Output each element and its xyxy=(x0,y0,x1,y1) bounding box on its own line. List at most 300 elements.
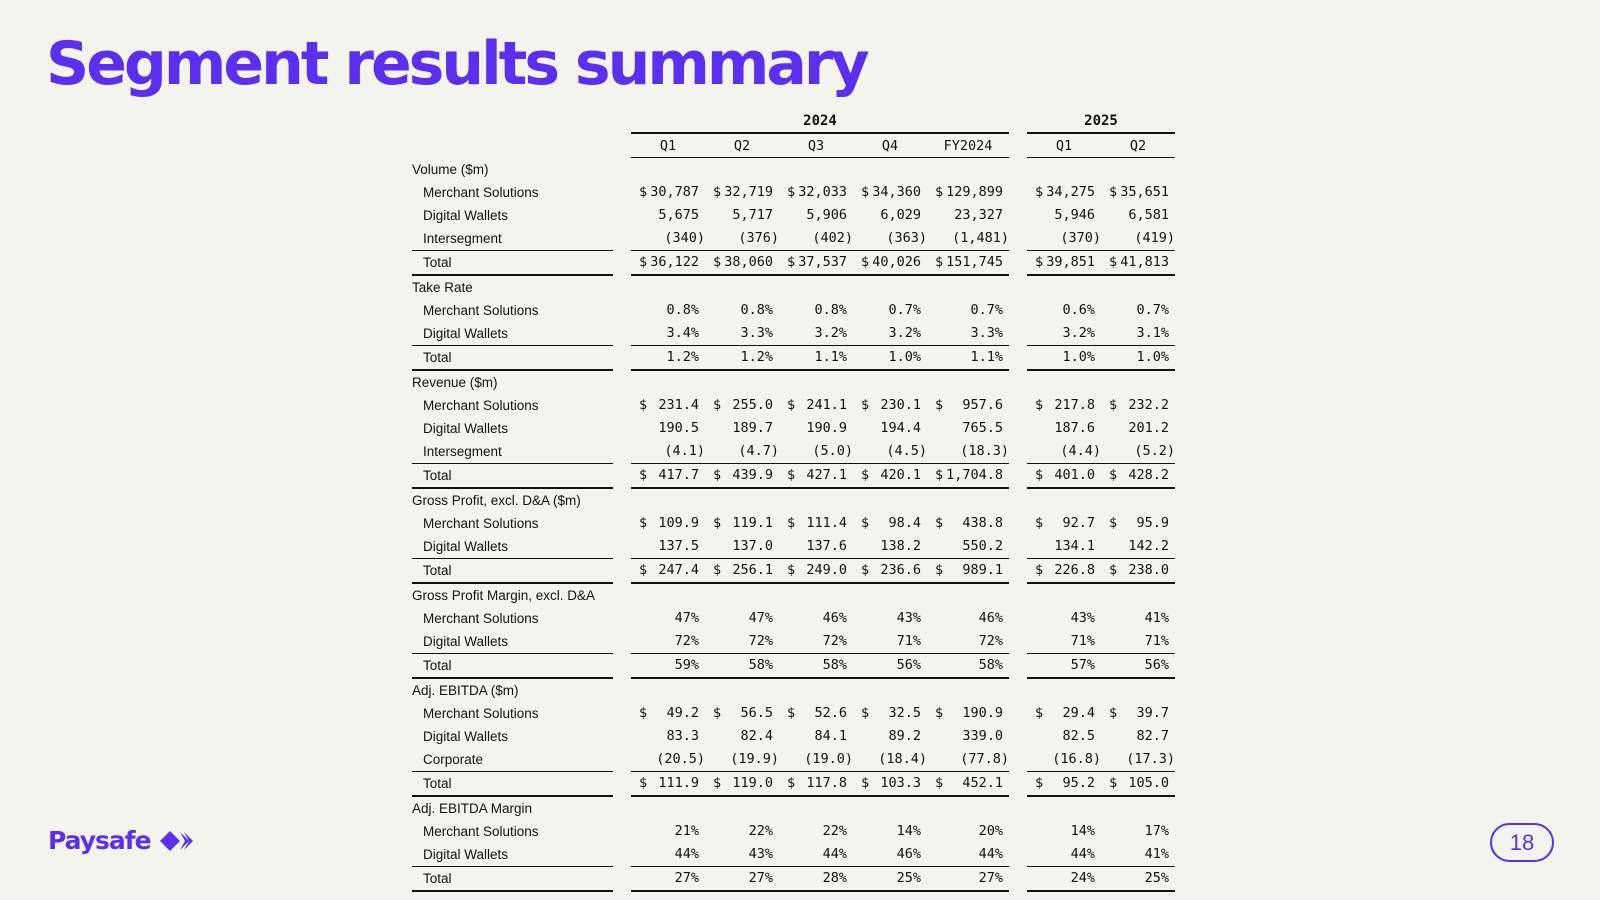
cell-value: (402) xyxy=(812,230,853,246)
currency-symbol: $ xyxy=(1109,775,1118,791)
segment-results-table xyxy=(412,110,1175,892)
column-header: Q1 xyxy=(631,133,705,158)
table-row xyxy=(412,843,1175,867)
cell-value: 92.7 xyxy=(1062,515,1095,531)
cell-value: 217.8 xyxy=(1054,397,1095,413)
row-label: Merchant Solutions xyxy=(423,184,539,200)
table-cell xyxy=(1027,250,1101,275)
table-cell xyxy=(779,250,853,275)
cell-value: 44% xyxy=(674,846,699,862)
cell-value: 27% xyxy=(748,870,773,886)
page-number: 18 xyxy=(1490,823,1554,862)
cell-value: 117.8 xyxy=(806,775,847,791)
row-label: Total xyxy=(412,250,613,275)
table-cell xyxy=(853,512,927,535)
cell-value: (4.1) xyxy=(664,443,705,459)
page-title: Segment results summary xyxy=(46,29,867,99)
table-cell xyxy=(705,394,779,417)
cell-value: 230.1 xyxy=(880,397,921,413)
table-cell xyxy=(853,630,927,654)
table-cell xyxy=(927,512,1009,535)
cell-value: (18.3) xyxy=(960,443,1009,459)
cell-value: 49.2 xyxy=(666,705,699,721)
currency-symbol: $ xyxy=(861,562,870,578)
table-cell xyxy=(1027,322,1101,346)
currency-symbol: $ xyxy=(935,562,944,578)
table-row xyxy=(412,725,1175,748)
row-label: Total xyxy=(412,463,613,488)
section-heading-row xyxy=(412,488,1175,512)
table-cell xyxy=(1101,630,1175,654)
cell-value: 17% xyxy=(1144,823,1169,839)
currency-symbol: $ xyxy=(1035,397,1044,413)
table-cell xyxy=(631,440,705,464)
cell-value: 39.7 xyxy=(1136,705,1169,721)
cell-value: 0.7% xyxy=(1136,302,1169,318)
currency-symbol: $ xyxy=(1035,467,1044,483)
cell-value: 56% xyxy=(1144,657,1169,673)
currency-symbol: $ xyxy=(935,775,944,791)
currency-symbol: $ xyxy=(1035,254,1044,270)
table-cell xyxy=(1101,463,1175,488)
table-cell xyxy=(927,181,1009,204)
cell-value: 989.1 xyxy=(962,562,1003,578)
cell-value: 236.6 xyxy=(880,562,921,578)
currency-symbol: $ xyxy=(935,705,944,721)
row-label: Intersegment xyxy=(423,230,502,246)
cell-value: 32,033 xyxy=(798,184,847,200)
year-2024-header: 2024 xyxy=(631,110,1009,133)
table-cell xyxy=(1101,653,1175,678)
table-cell xyxy=(853,345,927,370)
cell-value: (376) xyxy=(738,230,779,246)
table-cell xyxy=(927,630,1009,654)
table-cell xyxy=(631,250,705,275)
currency-symbol: $ xyxy=(639,184,648,200)
year-header-row xyxy=(412,110,1175,133)
table-cell xyxy=(1027,820,1101,843)
table-cell xyxy=(927,463,1009,488)
cell-value: 765.5 xyxy=(962,420,1003,436)
cell-value: 82.4 xyxy=(740,728,773,744)
currency-symbol: $ xyxy=(639,515,648,531)
table-row xyxy=(412,820,1175,843)
cell-value: 27% xyxy=(978,870,1003,886)
table-cell xyxy=(853,843,927,867)
cell-value: 82.7 xyxy=(1136,728,1169,744)
table-cell xyxy=(779,512,853,535)
table-cell xyxy=(853,322,927,346)
table-cell xyxy=(705,440,779,464)
row-label: Digital Wallets xyxy=(423,633,509,649)
currency-symbol: $ xyxy=(787,562,796,578)
cell-value: 35,651 xyxy=(1120,184,1169,200)
table-cell xyxy=(1027,653,1101,678)
cell-value: 1.2% xyxy=(666,349,699,365)
cell-value: (4.5) xyxy=(886,443,927,459)
cell-value: 98.4 xyxy=(888,515,921,531)
table-cell xyxy=(927,771,1009,796)
table-cell xyxy=(853,725,927,748)
table-cell xyxy=(1101,512,1175,535)
total-row xyxy=(412,558,1175,583)
currency-symbol: $ xyxy=(935,467,944,483)
row-label: Digital Wallets xyxy=(423,325,509,341)
table-cell xyxy=(779,748,853,772)
cell-value: 57% xyxy=(1070,657,1095,673)
cell-value: 103.3 xyxy=(880,775,921,791)
cell-value: 34,360 xyxy=(872,184,921,200)
table-cell xyxy=(927,607,1009,630)
row-label: Merchant Solutions xyxy=(423,705,539,721)
cell-value: 46% xyxy=(978,610,1003,626)
table-row xyxy=(412,440,1175,464)
column-header: Q1 xyxy=(1027,133,1101,158)
cell-value: 72% xyxy=(822,633,847,649)
table-row xyxy=(412,394,1175,417)
cell-value: 1.1% xyxy=(814,349,847,365)
cell-value: (16.8) xyxy=(1052,751,1101,767)
section-heading-row xyxy=(412,796,1175,820)
table-cell xyxy=(631,558,705,583)
table-cell xyxy=(853,181,927,204)
table-cell xyxy=(927,299,1009,322)
row-label: Merchant Solutions xyxy=(423,302,539,318)
section-heading-row xyxy=(412,583,1175,607)
currency-symbol: $ xyxy=(861,397,870,413)
table-cell xyxy=(1101,250,1175,275)
table-row xyxy=(412,204,1175,227)
cell-value: 3.2% xyxy=(888,325,921,341)
cell-value: (77.8) xyxy=(960,751,1009,767)
cell-value: 3.2% xyxy=(814,325,847,341)
currency-symbol: $ xyxy=(1109,515,1118,531)
cell-value: 43% xyxy=(748,846,773,862)
table-cell xyxy=(631,820,705,843)
table-cell xyxy=(927,725,1009,748)
currency-symbol: $ xyxy=(1035,562,1044,578)
table-cell xyxy=(779,463,853,488)
table-cell xyxy=(853,227,927,251)
cell-value: 82.5 xyxy=(1062,728,1095,744)
diamond-arrows-icon xyxy=(159,830,195,852)
currency-symbol: $ xyxy=(639,775,648,791)
cell-value: 40,026 xyxy=(872,254,921,270)
table-cell xyxy=(1101,607,1175,630)
table-cell xyxy=(631,299,705,322)
currency-symbol: $ xyxy=(639,562,648,578)
row-label: Digital Wallets xyxy=(423,420,509,436)
section-heading: Volume ($m) xyxy=(412,161,489,177)
cell-value: 226.8 xyxy=(1054,562,1095,578)
table-cell xyxy=(1101,535,1175,559)
column-header: Q2 xyxy=(705,133,779,158)
cell-value: 111.9 xyxy=(658,775,699,791)
cell-value: 0.7% xyxy=(970,302,1003,318)
cell-value: 129,899 xyxy=(946,184,1003,200)
currency-symbol: $ xyxy=(861,705,870,721)
cell-value: 256.1 xyxy=(732,562,773,578)
table-cell xyxy=(927,866,1009,891)
cell-value: (18.4) xyxy=(878,751,927,767)
total-row xyxy=(412,250,1175,275)
table-cell xyxy=(705,558,779,583)
cell-value: 1.2% xyxy=(740,349,773,365)
currency-symbol: $ xyxy=(861,467,870,483)
table-cell xyxy=(779,630,853,654)
table-cell xyxy=(779,771,853,796)
row-label: Digital Wallets xyxy=(423,728,509,744)
table-cell xyxy=(853,463,927,488)
currency-symbol: $ xyxy=(861,254,870,270)
table-cell xyxy=(927,250,1009,275)
cell-value: 420.1 xyxy=(880,467,921,483)
cell-value: 201.2 xyxy=(1128,420,1169,436)
table-cell xyxy=(705,227,779,251)
row-label: Merchant Solutions xyxy=(423,610,539,626)
currency-symbol: $ xyxy=(935,515,944,531)
cell-value: 72% xyxy=(674,633,699,649)
cell-value: 6,029 xyxy=(880,207,921,223)
cell-value: 3.1% xyxy=(1136,325,1169,341)
currency-symbol: $ xyxy=(787,184,796,200)
table-cell xyxy=(927,227,1009,251)
table-cell xyxy=(779,299,853,322)
table-cell xyxy=(779,227,853,251)
cell-value: 39,851 xyxy=(1046,254,1095,270)
cell-value: 84.1 xyxy=(814,728,847,744)
currency-symbol: $ xyxy=(1035,184,1044,200)
row-label: Total xyxy=(412,866,613,891)
table-row xyxy=(412,535,1175,559)
table-cell xyxy=(1027,440,1101,464)
currency-symbol: $ xyxy=(935,397,944,413)
currency-symbol: $ xyxy=(935,184,944,200)
table-cell xyxy=(779,725,853,748)
currency-symbol: $ xyxy=(861,775,870,791)
section-heading: Adj. EBITDA Margin xyxy=(412,800,533,816)
cell-value: 5,675 xyxy=(658,207,699,223)
table-cell xyxy=(1101,322,1175,346)
cell-value: 0.8% xyxy=(666,302,699,318)
total-row xyxy=(412,463,1175,488)
total-row xyxy=(412,345,1175,370)
cell-value: 95.2 xyxy=(1062,775,1095,791)
cell-value: 22% xyxy=(822,823,847,839)
cell-value: 238.0 xyxy=(1128,562,1169,578)
currency-symbol: $ xyxy=(713,184,722,200)
cell-value: 21% xyxy=(674,823,699,839)
table-cell xyxy=(927,558,1009,583)
cell-value: 25% xyxy=(1144,870,1169,886)
table-cell xyxy=(705,771,779,796)
table-cell xyxy=(927,394,1009,417)
cell-value: 22% xyxy=(748,823,773,839)
cell-value: 0.7% xyxy=(888,302,921,318)
cell-value: 109.9 xyxy=(658,515,699,531)
currency-symbol: $ xyxy=(713,467,722,483)
row-label: Intersegment xyxy=(423,443,502,459)
table-cell xyxy=(1027,227,1101,251)
cell-value: 27% xyxy=(674,870,699,886)
cell-value: 3.3% xyxy=(740,325,773,341)
table-cell xyxy=(1101,227,1175,251)
cell-value: 89.2 xyxy=(888,728,921,744)
table-cell xyxy=(853,702,927,725)
table-cell xyxy=(927,820,1009,843)
cell-value: 0.8% xyxy=(814,302,847,318)
cell-value: 137.0 xyxy=(732,538,773,554)
table-cell xyxy=(1027,630,1101,654)
cell-value: 137.5 xyxy=(658,538,699,554)
cell-value: 3.4% xyxy=(666,325,699,341)
row-label: Merchant Solutions xyxy=(423,823,539,839)
table-cell xyxy=(779,843,853,867)
cell-value: 105.0 xyxy=(1128,775,1169,791)
table-cell xyxy=(631,322,705,346)
cell-value: 3.3% xyxy=(970,325,1003,341)
cell-value: 95.9 xyxy=(1136,515,1169,531)
cell-value: 339.0 xyxy=(962,728,1003,744)
currency-symbol: $ xyxy=(713,775,722,791)
table-cell xyxy=(1027,843,1101,867)
table-cell xyxy=(1027,702,1101,725)
section-heading: Gross Profit Margin, excl. D&A xyxy=(412,587,596,603)
table-cell xyxy=(631,702,705,725)
currency-symbol: $ xyxy=(1035,775,1044,791)
table-cell xyxy=(779,653,853,678)
table-cell xyxy=(705,748,779,772)
cell-value: 241.1 xyxy=(806,397,847,413)
currency-symbol: $ xyxy=(935,254,944,270)
table-cell xyxy=(927,204,1009,227)
section-heading: Revenue ($m) xyxy=(412,374,498,390)
table-cell xyxy=(1027,512,1101,535)
table-cell xyxy=(779,866,853,891)
cell-value: 72% xyxy=(748,633,773,649)
row-label: Merchant Solutions xyxy=(423,515,539,531)
table-cell xyxy=(853,607,927,630)
table-cell xyxy=(779,558,853,583)
table-row xyxy=(412,299,1175,322)
cell-value: 30,787 xyxy=(650,184,699,200)
cell-value: 151,745 xyxy=(946,254,1003,270)
column-header: Q4 xyxy=(853,133,927,158)
table-cell xyxy=(927,748,1009,772)
cell-value: 232.2 xyxy=(1128,397,1169,413)
table-row xyxy=(412,702,1175,725)
table-cell xyxy=(705,512,779,535)
table-cell xyxy=(1027,463,1101,488)
cell-value: (5.0) xyxy=(812,443,853,459)
currency-symbol: $ xyxy=(639,467,648,483)
cell-value: 428.2 xyxy=(1128,467,1169,483)
table-cell xyxy=(853,440,927,464)
cell-value: (363) xyxy=(886,230,927,246)
table-cell xyxy=(631,417,705,440)
cell-value: 32.5 xyxy=(888,705,921,721)
currency-symbol: $ xyxy=(713,397,722,413)
table-cell xyxy=(1027,558,1101,583)
cell-value: 190.9 xyxy=(806,420,847,436)
table-row xyxy=(412,630,1175,654)
cell-value: 14% xyxy=(896,823,921,839)
section-heading-row xyxy=(412,370,1175,394)
cell-value: 58% xyxy=(822,657,847,673)
section-heading: Gross Profit, excl. D&A ($m) xyxy=(412,492,581,508)
table-cell xyxy=(927,535,1009,559)
table-cell xyxy=(1101,558,1175,583)
currency-symbol: $ xyxy=(787,775,796,791)
table-cell xyxy=(927,417,1009,440)
cell-value: 41% xyxy=(1144,846,1169,862)
cell-value: 1.1% xyxy=(970,349,1003,365)
cell-value: 46% xyxy=(822,610,847,626)
table-cell xyxy=(705,607,779,630)
cell-value: 5,717 xyxy=(732,207,773,223)
row-label: Digital Wallets xyxy=(423,846,509,862)
cell-value: 59% xyxy=(674,657,699,673)
cell-value: 20% xyxy=(978,823,1003,839)
cell-value: 32,719 xyxy=(724,184,773,200)
cell-value: 44% xyxy=(822,846,847,862)
table-cell xyxy=(705,322,779,346)
cell-value: 137.6 xyxy=(806,538,847,554)
cell-value: 23,327 xyxy=(954,207,1003,223)
table-cell xyxy=(1101,299,1175,322)
cell-value: 452.1 xyxy=(962,775,1003,791)
table-cell xyxy=(1101,394,1175,417)
currency-symbol: $ xyxy=(1035,515,1044,531)
currency-symbol: $ xyxy=(639,705,648,721)
table-body xyxy=(412,158,1175,891)
cell-value: 46% xyxy=(896,846,921,862)
cell-value: 83.3 xyxy=(666,728,699,744)
cell-value: 249.0 xyxy=(806,562,847,578)
cell-value: 36,122 xyxy=(650,254,699,270)
table-cell xyxy=(705,820,779,843)
cell-value: 47% xyxy=(674,610,699,626)
table-cell xyxy=(853,535,927,559)
cell-value: 6,581 xyxy=(1128,207,1169,223)
table-cell xyxy=(1101,748,1175,772)
cell-value: (419) xyxy=(1134,230,1175,246)
section-heading-row xyxy=(412,275,1175,299)
cell-value: 71% xyxy=(1144,633,1169,649)
table-cell xyxy=(631,535,705,559)
cell-value: 43% xyxy=(1070,610,1095,626)
table-cell xyxy=(853,748,927,772)
cell-value: 52.6 xyxy=(814,705,847,721)
table-cell xyxy=(705,299,779,322)
table-cell xyxy=(705,702,779,725)
table-cell xyxy=(853,417,927,440)
cell-value: 44% xyxy=(1070,846,1095,862)
table-cell xyxy=(927,345,1009,370)
table-cell xyxy=(853,250,927,275)
currency-symbol: $ xyxy=(639,397,648,413)
cell-value: (19.9) xyxy=(730,751,779,767)
table-cell xyxy=(1027,725,1101,748)
row-label: Corporate xyxy=(423,751,484,767)
table-cell xyxy=(927,322,1009,346)
cell-value: 142.2 xyxy=(1128,538,1169,554)
cell-value: 1.0% xyxy=(1062,349,1095,365)
table-cell xyxy=(1027,866,1101,891)
total-row xyxy=(412,653,1175,678)
table-row xyxy=(412,512,1175,535)
table-cell xyxy=(1101,866,1175,891)
